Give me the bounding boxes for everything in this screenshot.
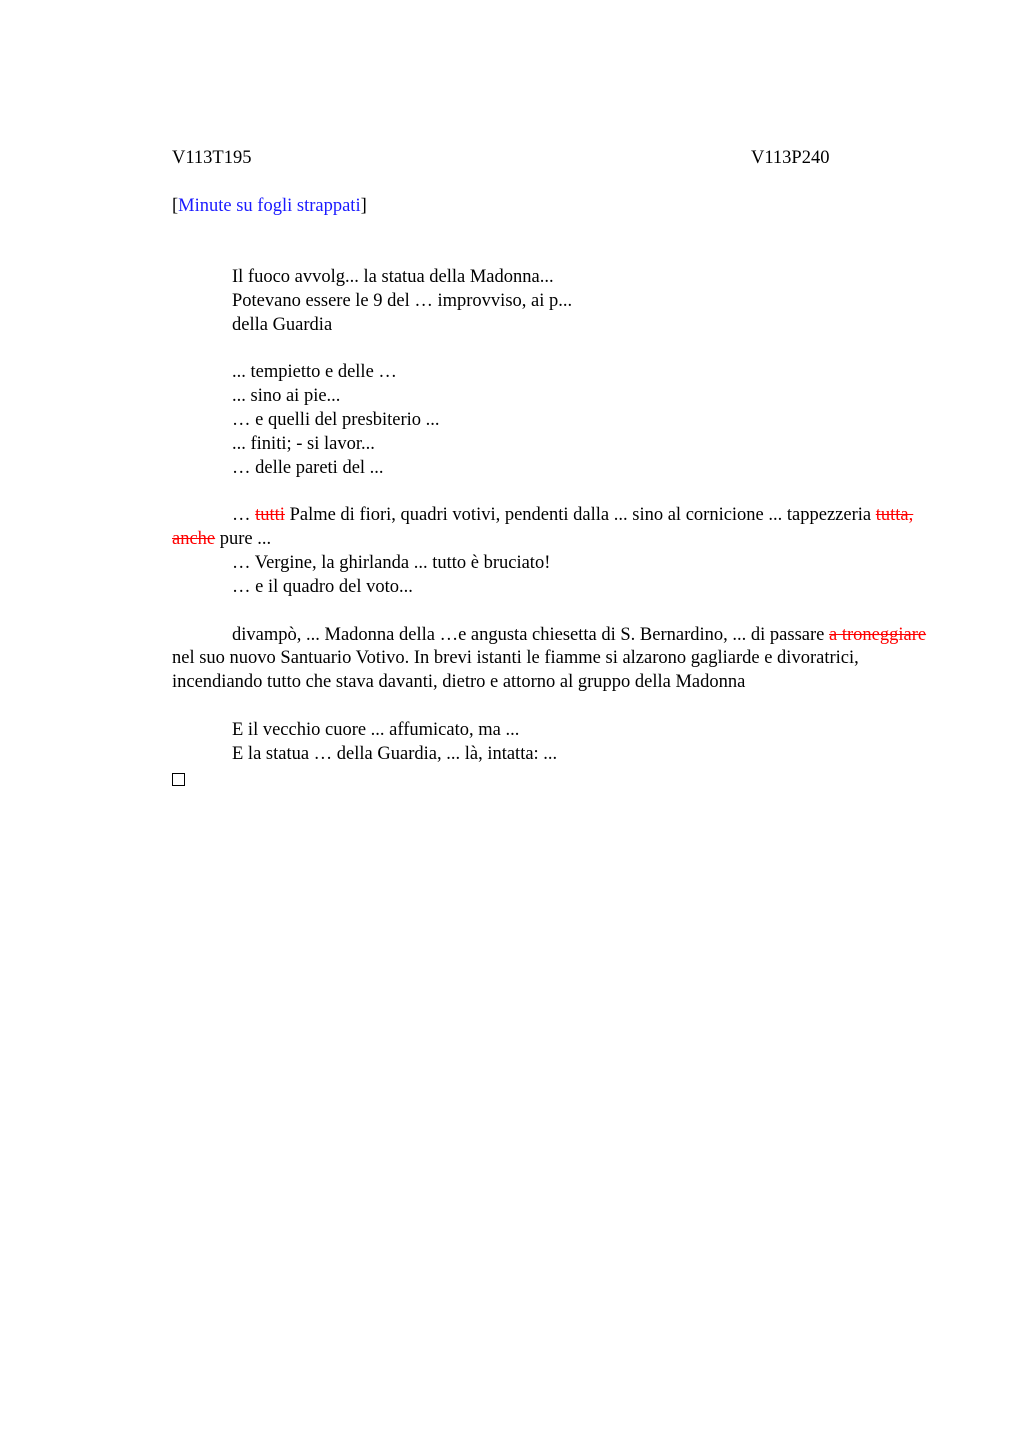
text-line: ... sino ai pie... (232, 386, 341, 407)
text-paragraph (172, 504, 932, 552)
text-run: … (232, 505, 256, 526)
editorial-bracket-open: [ (172, 196, 179, 216)
text-line: … Vergine, la ghirlanda ... tutto è bruciato! (232, 552, 551, 573)
paragraph-blaze (172, 624, 932, 695)
text-paragraph (172, 624, 932, 695)
paragraph-fire-statue (172, 266, 932, 337)
text-line: della Guardia (232, 314, 333, 335)
text-line: … e il quadro del voto... (232, 576, 413, 597)
text-line: Il fuoco avvolg... la statua della Madonna... (232, 267, 554, 287)
text-run: nel suo nuovo Santuario Votivo. In brevi istanti le fiamme si alzarono gagliarde e divoratrici, incendiando tutto che stava davanti, dietro e attorno al gruppo della Madonna (172, 648, 859, 693)
deleted-text: tutta, anche (172, 505, 914, 550)
editorial-note-text: Minute su fogli strappati (178, 196, 361, 216)
text-run: Palme di fiori, quadri votivi, pendenti dalla ... sino al cornicione ... tappezzeria (284, 505, 876, 526)
text-line: ... tempietto e delle … (232, 362, 397, 383)
text-line: E il vecchio cuore ... affumicato, ma ... (232, 719, 520, 740)
deleted-text: a troneggiare (829, 624, 927, 645)
deleted-text: tutti (255, 505, 285, 526)
editorial-note (172, 194, 932, 218)
paragraph-palms-flowers (172, 504, 932, 599)
text-line: … delle pareti del ... (232, 457, 384, 478)
text-line: Potevano essere le 9 del … improvviso, ai p... (232, 290, 573, 311)
text-line: ... finiti; - si lavor... (232, 433, 375, 454)
document-header (172, 146, 932, 170)
end-marker-box (172, 773, 185, 786)
text-line: E la statua … della Guardia, ... là, intatta: ... (232, 743, 558, 764)
paragraph-temple-fragments (172, 361, 932, 480)
paragraph-old-heart (172, 719, 932, 767)
text-line: … e quelli del presbiterio ... (232, 409, 440, 430)
page-content (172, 146, 932, 786)
document-code-left: V113T195 (172, 148, 252, 168)
text-run: pure ... (215, 529, 272, 550)
text-run: divampò, ... Madonna della …e angusta chiesetta di S. Bernardino, ... di passare (232, 624, 829, 645)
editorial-bracket-close: ] (360, 196, 367, 216)
document-code-right: V113P240 (751, 148, 830, 168)
